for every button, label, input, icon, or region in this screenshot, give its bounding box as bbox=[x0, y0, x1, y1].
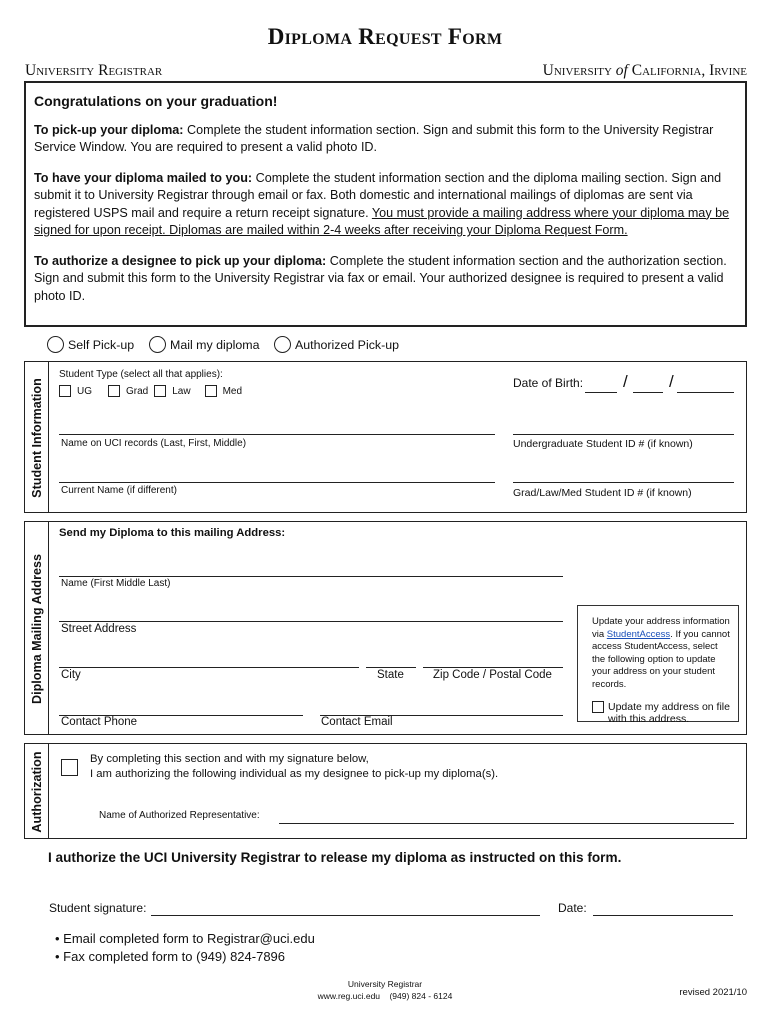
city-field[interactable] bbox=[59, 667, 359, 668]
update-address-checkbox[interactable] bbox=[592, 701, 604, 713]
student-information-label: Student Information bbox=[30, 378, 44, 498]
mailing-name-field[interactable] bbox=[59, 576, 563, 577]
student-type-label: Student Type (select all that applies): bbox=[59, 369, 223, 380]
undergrad-id-field[interactable] bbox=[513, 434, 734, 435]
mailing-name-label: Name (First Middle Last) bbox=[61, 578, 171, 589]
dob-year-field[interactable] bbox=[677, 392, 734, 393]
list-item: • Email completed form to Registrar@uci.edu bbox=[55, 931, 315, 946]
date-label: Date: bbox=[558, 901, 587, 915]
name-on-records-label: Name on UCI records (Last, First, Middle) bbox=[61, 438, 247, 449]
option-self-pickup[interactable]: Self Pick-up bbox=[47, 336, 134, 353]
radio-circle-icon[interactable] bbox=[274, 336, 291, 353]
pickup-instructions: To pick-up your diploma: Complete the student information section. Sign and submit this form to the University Registrar Service Window. You are required to present a valid photo ID. bbox=[34, 122, 714, 154]
current-name-field[interactable] bbox=[59, 482, 495, 483]
representative-label: Name of Authorized Representative: bbox=[99, 810, 260, 821]
name-on-records-field[interactable] bbox=[59, 434, 495, 435]
signature-label: Student signature: bbox=[49, 901, 147, 915]
contact-phone-label: Contact Phone bbox=[61, 716, 138, 728]
radio-circle-icon[interactable] bbox=[47, 336, 64, 353]
option-mail-diploma[interactable]: Mail my diploma bbox=[149, 336, 260, 353]
state-field[interactable] bbox=[366, 667, 416, 668]
address-update-text: Update your address information via StudentAccess. If you cannot access StudentAccess, select the following option to update your address on your student records. bbox=[592, 616, 730, 690]
authorization-label: Authorization bbox=[30, 751, 44, 833]
grad-checkbox[interactable] bbox=[108, 385, 120, 397]
update-address-option[interactable]: Update my address on file with this address. bbox=[592, 701, 730, 725]
university-name: University of California, Irvine bbox=[542, 62, 747, 79]
mail-instructions: To have your diploma mailed to you: Complete the student information section and the diploma mailing section. Sign and submit it to University Registrar through email or fax. Both domestic and international mailings of diplomas are sent via registered USPS mail and require a return receipt signature. You must provide a mailing address where your diploma may be signed for upon receipt. Diplomas are mailed within 2-4 weeks after receiving your Diploma Request Form. bbox=[34, 170, 730, 237]
student-type-options: UG Grad Law Med bbox=[59, 385, 242, 397]
form-title: Diploma Request Form bbox=[267, 24, 503, 49]
authorization-section bbox=[24, 743, 747, 839]
designee-instructions: To authorize a designee to pick up your diploma: Complete the student information section and the authorization section. Sign and submit this form to the University Registrar via fax or email. Your authorized designee is required to present a valid photo ID. bbox=[34, 253, 727, 303]
contact-email-label: Contact Email bbox=[321, 716, 393, 728]
authorization-statement: By completing this section and with my signature below, I am authorizing the following individual as my designee to pick-up my diploma(s). bbox=[90, 753, 499, 780]
dob-month-field[interactable] bbox=[585, 392, 617, 393]
authorization-checkbox[interactable] bbox=[61, 759, 78, 776]
law-checkbox[interactable] bbox=[154, 385, 166, 397]
mailing-address-label: Diploma Mailing Address bbox=[30, 554, 44, 704]
state-label: State bbox=[377, 669, 404, 681]
address-update-note bbox=[577, 605, 739, 725]
undergrad-id-label: Undergraduate Student ID # (if known) bbox=[513, 438, 693, 450]
street-address-label: Street Address bbox=[61, 623, 137, 635]
congratulations-heading: Congratulations on your graduation! bbox=[34, 93, 278, 109]
dob-separator: / bbox=[623, 372, 628, 391]
footer-office: University Registrar bbox=[347, 979, 423, 989]
mailing-address-section bbox=[24, 521, 747, 735]
grad-id-field[interactable] bbox=[513, 482, 734, 483]
dob-day-field[interactable] bbox=[633, 392, 663, 393]
zip-code-field[interactable] bbox=[423, 667, 563, 668]
grad-id-label: Grad/Law/Med Student ID # (if known) bbox=[513, 487, 692, 499]
signature-field[interactable] bbox=[151, 915, 540, 916]
release-statement: I authorize the UCI University Registrar to release my diploma as instructed on this form. bbox=[48, 850, 622, 865]
zip-code-label: Zip Code / Postal Code bbox=[433, 669, 552, 681]
current-name-label: Current Name (if different) bbox=[61, 485, 177, 496]
radio-circle-icon[interactable] bbox=[149, 336, 166, 353]
representative-name-field[interactable] bbox=[279, 823, 734, 824]
ug-checkbox[interactable] bbox=[59, 385, 71, 397]
student-access-link[interactable]: StudentAccess bbox=[606, 628, 671, 640]
footer bbox=[0, 978, 770, 1002]
submission-instructions bbox=[55, 930, 315, 966]
list-item: • Fax completed form to (949) 824-7896 bbox=[55, 949, 286, 964]
office-name: University Registrar bbox=[25, 62, 163, 79]
city-label: City bbox=[61, 669, 81, 681]
revision-date: revised 2021/10 bbox=[679, 987, 747, 998]
med-checkbox[interactable] bbox=[205, 385, 217, 397]
mailing-heading: Send my Diploma to this mailing Address: bbox=[59, 527, 286, 539]
dob-label: Date of Birth: bbox=[513, 376, 584, 390]
footer-contact: www.reg.uci.edu (949) 824 - 6124 bbox=[317, 991, 453, 1001]
student-information-section bbox=[24, 361, 747, 513]
option-authorized-pickup[interactable]: Authorized Pick-up bbox=[274, 336, 399, 353]
date-field[interactable] bbox=[593, 915, 733, 916]
instructions-box bbox=[24, 81, 747, 327]
dob-separator: / bbox=[669, 372, 674, 391]
street-address-field[interactable] bbox=[59, 621, 563, 622]
